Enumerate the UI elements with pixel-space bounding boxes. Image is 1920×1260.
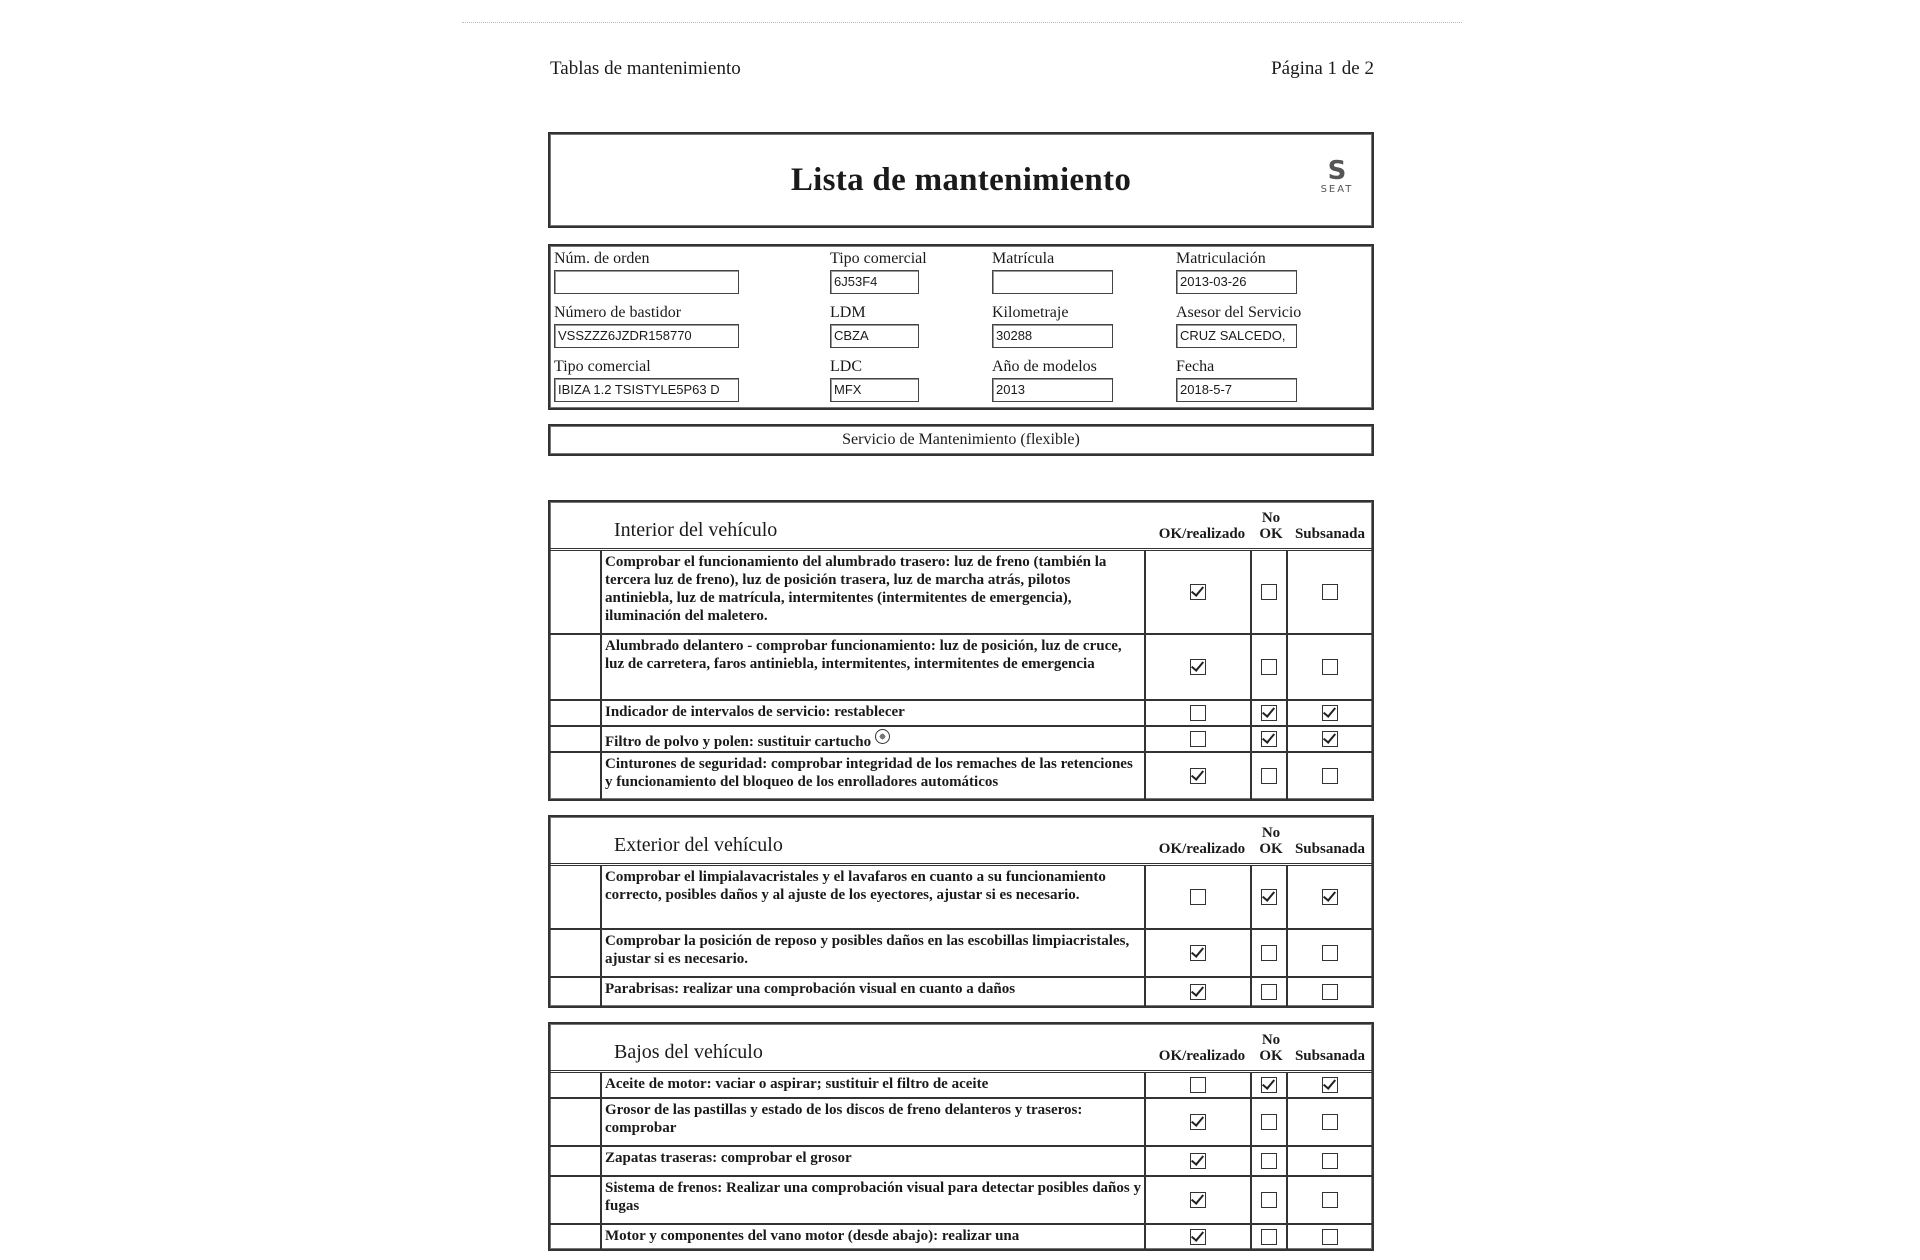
section-title: Bajos del vehículo: [614, 1041, 763, 1063]
subsanada-checkbox[interactable]: [1322, 984, 1338, 1000]
field-fecha: Fecha 2018-5-7: [1176, 356, 1297, 402]
checklist-row: [550, 551, 1372, 635]
subsanada-checkbox[interactable]: [1322, 889, 1338, 905]
col-no-ok-header: No OK: [1259, 1032, 1283, 1064]
ok-checkbox[interactable]: [1190, 889, 1206, 905]
section-title: Interior del vehículo: [614, 519, 778, 541]
col-ok-header: OK/realizado: [1158, 841, 1246, 857]
ok-checkbox[interactable]: [1190, 945, 1206, 961]
task-description: Aceite de motor: vaciar o aspirar; sustituir el filtro de aceite: [602, 1073, 1146, 1097]
matriculacion-value[interactable]: 2013-03-26: [1176, 270, 1297, 294]
ldm-value[interactable]: CBZA: [830, 324, 919, 348]
asesor-value[interactable]: CRUZ SALCEDO,: [1176, 324, 1297, 348]
ok-checkbox[interactable]: [1190, 1153, 1206, 1169]
ok-checkbox[interactable]: [1190, 659, 1206, 675]
task-description: Sistema de frenos: Realizar una comprobación visual para detectar posibles daños y fugas: [602, 1177, 1146, 1223]
ok-checkbox[interactable]: [1190, 1229, 1206, 1245]
subsanada-checkbox[interactable]: [1322, 1153, 1338, 1169]
section-2: [548, 1022, 1374, 1251]
no-ok-checkbox[interactable]: [1261, 1114, 1277, 1130]
subsanada-checkbox[interactable]: [1322, 1192, 1338, 1208]
subsanada-checkbox[interactable]: [1322, 1077, 1338, 1093]
document-page: [548, 58, 1374, 1251]
col-subsanada-header: Subsanada: [1294, 526, 1366, 542]
no-ok-checkbox[interactable]: [1261, 889, 1277, 905]
field-num-bastidor: Número de bastidor VSSZZZ6JZDR158770: [554, 302, 739, 348]
checklist-row: [550, 753, 1372, 799]
subsanada-checkbox[interactable]: [1322, 705, 1338, 721]
no-ok-checkbox[interactable]: [1261, 1229, 1277, 1245]
no-ok-checkbox[interactable]: [1261, 705, 1277, 721]
task-description: Zapatas traseras: comprobar el grosor: [602, 1147, 1146, 1175]
row-marker: [550, 1177, 602, 1223]
row-marker: [550, 1099, 602, 1145]
ldc-value[interactable]: MFX: [830, 378, 919, 402]
checklist-row: [550, 727, 1372, 753]
section-header: [550, 817, 1372, 866]
checklist-row: [550, 635, 1372, 701]
no-ok-checkbox[interactable]: [1261, 1077, 1277, 1093]
no-ok-checkbox[interactable]: [1261, 659, 1277, 675]
ok-checkbox[interactable]: [1190, 1192, 1206, 1208]
field-num-orden: Núm. de orden: [554, 248, 739, 294]
row-marker: [550, 753, 602, 799]
pollen-filter-icon: [875, 729, 890, 744]
task-description: Indicador de intervalos de servicio: restablecer: [602, 701, 1146, 725]
subsanada-checkbox[interactable]: [1322, 584, 1338, 600]
no-ok-checkbox[interactable]: [1261, 768, 1277, 784]
subsanada-checkbox[interactable]: [1322, 731, 1338, 747]
ok-checkbox[interactable]: [1190, 1114, 1206, 1130]
col-no-ok-header: No OK: [1259, 825, 1283, 857]
document-title: Lista de mantenimiento: [790, 161, 1132, 198]
col-no-ok-header: No OK: [1259, 510, 1283, 542]
checklist-row: [550, 1147, 1372, 1177]
checklist-row: [550, 1073, 1372, 1099]
page-header: [548, 58, 1374, 88]
ok-checkbox[interactable]: [1190, 1077, 1206, 1093]
field-tipo-comercial-2: Tipo comercial IBIZA 1.2 TSISTYLE5P63 D: [554, 356, 739, 402]
fecha-value[interactable]: 2018-5-7: [1176, 378, 1297, 402]
col-subsanada-header: Subsanada: [1294, 841, 1366, 857]
section-0: [548, 500, 1374, 801]
no-ok-checkbox[interactable]: [1261, 1153, 1277, 1169]
task-description: Grosor de las pastillas y estado de los discos de freno delanteros y traseros: comprobar: [602, 1099, 1146, 1145]
checklist-row: [550, 978, 1372, 1006]
row-marker: [550, 635, 602, 699]
subsanada-checkbox[interactable]: [1322, 768, 1338, 784]
ok-checkbox[interactable]: [1190, 584, 1206, 600]
row-marker: [550, 1225, 602, 1249]
col-ok-header: OK/realizado: [1158, 1048, 1246, 1064]
task-description: Alumbrado delantero - comprobar funcionamiento: luz de posición, luz de cruce, luz de carretera, faros antiniebla, intermitentes, intermitentes de emergencia: [602, 635, 1146, 699]
row-marker: [550, 727, 602, 751]
checklist-sections: [548, 500, 1374, 1251]
no-ok-checkbox[interactable]: [1261, 584, 1277, 600]
checklist-row: [550, 701, 1372, 727]
row-marker: [550, 978, 602, 1006]
page-header-title: Tablas de mantenimiento: [550, 58, 741, 79]
subsanada-checkbox[interactable]: [1322, 945, 1338, 961]
field-matricula: Matrícula: [992, 248, 1113, 294]
col-ok-header: OK/realizado: [1158, 526, 1246, 542]
num-orden-value[interactable]: [554, 270, 739, 294]
row-marker: [550, 551, 602, 633]
matricula-value[interactable]: [992, 270, 1113, 294]
tipo-comercial-value[interactable]: 6J53F4: [830, 270, 919, 294]
ok-checkbox[interactable]: [1190, 705, 1206, 721]
no-ok-checkbox[interactable]: [1261, 945, 1277, 961]
task-description: Comprobar la posición de reposo y posibles daños en las escobillas limpiacristales, ajustar si es necesario.: [602, 930, 1146, 976]
tipo-comercial-2-value[interactable]: IBIZA 1.2 TSISTYLE5P63 D: [554, 378, 739, 402]
row-marker: [550, 701, 602, 725]
task-description: Comprobar el funcionamiento del alumbrado trasero: luz de freno (también la tercera luz de freno), luz de posición trasera, luz de marcha atrás, pilotos antiniebla, luz de matrícula, intermitentes (intermitentes de emergencia), iluminación del maletero.: [602, 551, 1146, 633]
field-tipo-comercial: Tipo comercial 6J53F4: [830, 248, 927, 294]
task-description: Filtro de polvo y polen: sustituir cartucho: [602, 727, 1146, 751]
no-ok-checkbox[interactable]: [1261, 731, 1277, 747]
num-bastidor-value[interactable]: VSSZZZ6JZDR158770: [554, 324, 739, 348]
seat-logo-icon: S SEAT: [1320, 156, 1354, 195]
checklist-row: [550, 866, 1372, 930]
section-1: [548, 815, 1374, 1008]
row-marker: [550, 1147, 602, 1175]
field-matriculacion: Matriculación 2013-03-26: [1176, 248, 1297, 294]
task-description: Motor y componentes del vano motor (desde abajo): realizar una: [602, 1225, 1146, 1249]
field-anio-modelos: Año de modelos 2013: [992, 356, 1113, 402]
ok-checkbox[interactable]: [1190, 731, 1206, 747]
kilometraje-value[interactable]: 30288: [992, 324, 1113, 348]
row-marker: [550, 866, 602, 928]
title-box: [548, 132, 1374, 228]
subsanada-checkbox[interactable]: [1322, 1114, 1338, 1130]
no-ok-checkbox[interactable]: [1261, 984, 1277, 1000]
service-type-box: Servicio de Mantenimiento (flexible): [548, 424, 1374, 456]
scan-edge-line: [462, 22, 1462, 23]
section-header: [550, 1024, 1372, 1073]
vehicle-info-box: [548, 244, 1374, 410]
task-description: Comprobar el limpialavacristales y el lavafaros en cuanto a su funcionamiento correcto, posibles daños y al ajuste de los eyectores, ajustar si es necesario.: [602, 866, 1146, 928]
row-marker: [550, 930, 602, 976]
checklist-row: [550, 1099, 1372, 1147]
ok-checkbox[interactable]: [1190, 768, 1206, 784]
task-description: Parabrisas: realizar una comprobación visual en cuanto a daños: [602, 978, 1146, 1006]
ok-checkbox[interactable]: [1190, 984, 1206, 1000]
col-subsanada-header: Subsanada: [1294, 1048, 1366, 1064]
checklist-row: [550, 930, 1372, 978]
field-ldc: LDC MFX: [830, 356, 919, 402]
task-description: Cinturones de seguridad: comprobar integridad de los remaches de las retenciones y funcionamiento del bloqueo de los enrolladores automáticos: [602, 753, 1146, 799]
section-title: Exterior del vehículo: [614, 834, 783, 856]
page-number: Página 1 de 2: [1271, 58, 1374, 79]
anio-modelos-value[interactable]: 2013: [992, 378, 1113, 402]
field-ldm: LDM CBZA: [830, 302, 919, 348]
no-ok-checkbox[interactable]: [1261, 1192, 1277, 1208]
row-marker: [550, 1073, 602, 1097]
field-kilometraje: Kilometraje 30288: [992, 302, 1113, 348]
checklist-row: [550, 1177, 1372, 1225]
subsanada-checkbox[interactable]: [1322, 659, 1338, 675]
checklist-row: [550, 1225, 1372, 1249]
subsanada-checkbox[interactable]: [1322, 1229, 1338, 1245]
field-asesor: Asesor del Servicio CRUZ SALCEDO,: [1176, 302, 1301, 348]
section-header: [550, 502, 1372, 551]
